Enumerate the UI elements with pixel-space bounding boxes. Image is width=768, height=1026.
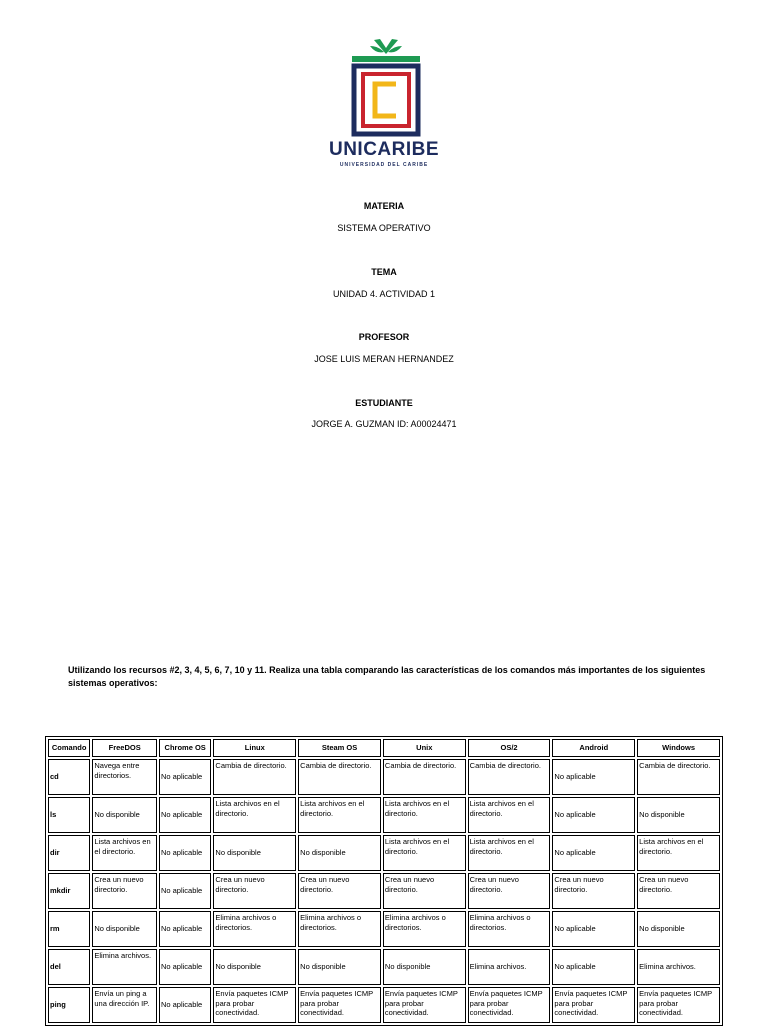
command-cell: rm — [48, 911, 90, 947]
command-cell: cd — [48, 759, 90, 795]
commands-comparison-table — [45, 736, 723, 1026]
header-cell: Steam OS — [298, 739, 381, 757]
table-cell: Elimina archivos o directorios. — [298, 911, 381, 947]
table-cell: Lista archivos en el directorio. — [468, 835, 551, 871]
table-cell: No aplicable — [159, 797, 211, 833]
table-row — [48, 949, 720, 985]
table-cell: Lista archivos en el directorio. — [468, 797, 551, 833]
table-cell: Crea un nuevo directorio. — [637, 873, 720, 909]
header-cell: Comando — [48, 739, 90, 757]
table-cell: No aplicable — [552, 911, 635, 947]
table-cell: Navega entre directorios. — [92, 759, 157, 795]
table-cell: No aplicable — [552, 949, 635, 985]
table-cell: No disponible — [637, 797, 720, 833]
header-cell: Chrome OS — [159, 739, 211, 757]
table-row — [48, 835, 720, 871]
table-row — [48, 873, 720, 909]
table-cell: Cambia de directorio. — [468, 759, 551, 795]
table-row — [48, 911, 720, 947]
table-row — [48, 759, 720, 795]
table-cell: No disponible — [213, 835, 296, 871]
table-cell: Lista archivos en el directorio. — [637, 835, 720, 871]
table-cell: Envía un ping a una dirección IP. — [92, 987, 157, 1023]
table-cell: Crea un nuevo directorio. — [468, 873, 551, 909]
table-row — [48, 797, 720, 833]
table-cell: Elimina archivos o directorios. — [213, 911, 296, 947]
table-cell: Envía paquetes ICMP para probar conectividad. — [298, 987, 381, 1023]
materia-value: SISTEMA OPERATIVO — [337, 223, 431, 233]
table-row — [48, 987, 720, 1023]
profesor-value: JOSE LUIS MERAN HERNANDEZ — [314, 354, 454, 364]
table-cell: No aplicable — [159, 759, 211, 795]
table-cell: No disponible — [92, 911, 157, 947]
table-cell: Envía paquetes ICMP para probar conectividad. — [552, 987, 635, 1023]
header-cell: Android — [552, 739, 635, 757]
table-cell: Lista archivos en el directorio. — [92, 835, 157, 871]
command-cell: ls — [48, 797, 90, 833]
table-cell: No disponible — [213, 949, 296, 985]
brand-name: UNICARIBE — [328, 139, 440, 160]
table-cell: No aplicable — [159, 987, 211, 1023]
assignment-prompt: Utilizando los recursos #2, 3, 4, 5, 6, 7, 10 y 11. Realiza una tabla comparando las características de los comandos más importantes de los siguientes sistemas operativos: — [68, 665, 706, 688]
table-cell: Cambia de directorio. — [298, 759, 381, 795]
materia-label: MATERIA — [363, 201, 405, 211]
table-cell: Crea un nuevo directorio. — [383, 873, 466, 909]
table-cell: Cambia de directorio. — [213, 759, 296, 795]
header-cell: FreeDOS — [92, 739, 157, 757]
command-cell: dir — [48, 835, 90, 871]
tema-value: UNIDAD 4. ACTIVIDAD 1 — [332, 289, 436, 299]
table-cell: Crea un nuevo directorio. — [213, 873, 296, 909]
table-cell: No disponible — [298, 835, 381, 871]
table-cell: Elimina archivos. — [468, 949, 551, 985]
table-cell: No disponible — [298, 949, 381, 985]
table-cell: Envía paquetes ICMP para probar conectividad. — [383, 987, 466, 1023]
table-cell: No disponible — [383, 949, 466, 985]
table-cell: No aplicable — [552, 759, 635, 795]
table-cell: No aplicable — [159, 873, 211, 909]
table-cell: Crea un nuevo directorio. — [552, 873, 635, 909]
table-cell: No aplicable — [159, 949, 211, 985]
profesor-label: PROFESOR — [358, 332, 410, 342]
table-cell: Lista archivos en el directorio. — [383, 835, 466, 871]
command-cell: ping — [48, 987, 90, 1023]
table-cell: Elimina archivos o directorios. — [383, 911, 466, 947]
table-cell: Lista archivos en el directorio. — [213, 797, 296, 833]
header-cell: Unix — [383, 739, 466, 757]
table-cell: No aplicable — [159, 835, 211, 871]
table-cell: No disponible — [92, 797, 157, 833]
table-cell: Lista archivos en el directorio. — [298, 797, 381, 833]
table-cell: Envía paquetes ICMP para probar conectividad. — [468, 987, 551, 1023]
table-cell: Cambia de directorio. — [637, 759, 720, 795]
table-cell: No aplicable — [159, 911, 211, 947]
table-cell: No disponible — [637, 911, 720, 947]
brand-subtitle: UNIVERSIDAD DEL CARIBE — [339, 162, 429, 168]
table-cell: No aplicable — [552, 797, 635, 833]
table-cell: Envía paquetes ICMP para probar conectividad. — [213, 987, 296, 1023]
command-cell: del — [48, 949, 90, 985]
header-cell: OS/2 — [468, 739, 551, 757]
table-cell: Crea un nuevo directorio. — [298, 873, 381, 909]
table-cell: Elimina archivos. — [637, 949, 720, 985]
estudiante-value: JORGE A. GUZMAN ID: A00024471 — [311, 419, 457, 429]
table-cell: Envía paquetes ICMP para probar conectividad. — [637, 987, 720, 1023]
table-cell: Crea un nuevo directorio. — [92, 873, 157, 909]
header-cell: Linux — [213, 739, 296, 757]
header-cell: Windows — [637, 739, 720, 757]
table-header-row — [48, 739, 720, 757]
tema-label: TEMA — [371, 267, 397, 277]
table-cell: No aplicable — [552, 835, 635, 871]
command-cell: mkdir — [48, 873, 90, 909]
table-cell: Elimina archivos. — [92, 949, 157, 985]
table-cell: Elimina archivos o directorios. — [468, 911, 551, 947]
table-cell: Lista archivos en el directorio. — [383, 797, 466, 833]
estudiante-label: ESTUDIANTE — [355, 398, 413, 408]
table-cell: Cambia de directorio. — [383, 759, 466, 795]
